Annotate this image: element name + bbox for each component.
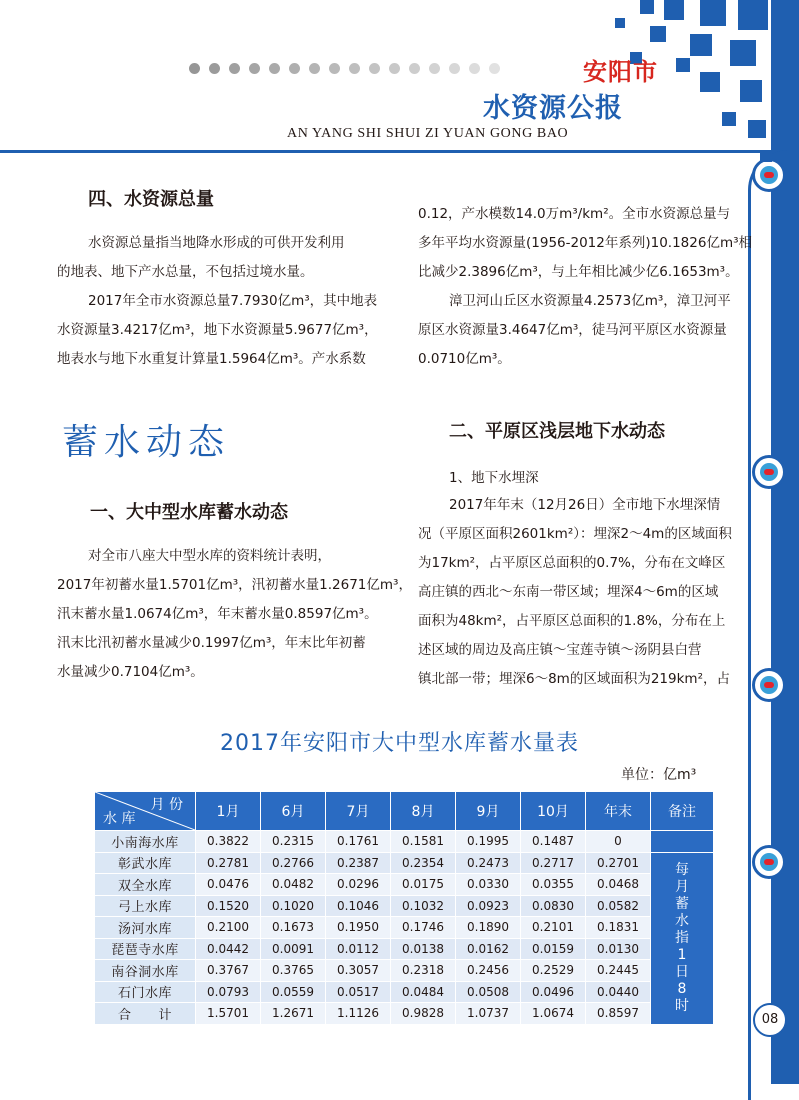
paragraph-line: 对全市八座大中型水库的资料统计表明， [88,548,331,564]
table-cell: 0.0112 [326,938,391,960]
table-cell: 0 [586,831,651,853]
table-cell: 0.0138 [391,938,456,960]
header-dot [189,63,200,74]
reservoir-name: 弓上水库 [95,895,196,917]
header-square [640,0,654,14]
table-unit: 单位：亿m³ [621,767,697,783]
table-cell: 0.2100 [196,917,261,939]
emblem-icon [752,668,786,702]
header-dot [389,63,400,74]
table-cell: 0.1020 [261,895,326,917]
paragraph-line: 述区域的周边及高庄镇～宝莲寺镇～汤阴县白营 [418,642,702,658]
table-cell: 0.1761 [326,831,391,853]
paragraph-line: 2017年全市水资源总量7.7930亿m³，其中地表 [88,293,378,309]
header-square [615,18,625,28]
table-cell: 0.0582 [586,895,651,917]
header-dot [249,63,260,74]
paragraph-line: 水资源量3.4217亿m³，地下水资源量5.9677亿m³， [57,322,378,338]
table-cell: 0.1520 [196,895,261,917]
table-row [95,938,714,960]
table-cell: 0.1032 [391,895,456,917]
paragraph-line: 为17km²，占平原区总面积的0.7%，分布在文峰区 [418,555,726,571]
reservoir-name: 小南海水库 [95,831,196,853]
header-dot [409,63,420,74]
table-row [95,1003,714,1025]
reservoir-name: 南谷洞水库 [95,960,196,982]
table-cell: 1.0674 [521,1003,586,1025]
table-cell: 0.0517 [326,981,391,1003]
column-header: 年末 [586,792,651,831]
paragraph-line: 多年平均水资源量(1956-2012年系列)10.1826亿m³相 [418,235,753,251]
table-cell: 1.5701 [196,1003,261,1025]
header-dot [489,63,500,74]
header-square [730,40,756,66]
reservoir-name: 石门水库 [95,981,196,1003]
column-header: 1月 [196,792,261,831]
table-cell: 0.2101 [521,917,586,939]
table-cell: 0.2473 [456,852,521,874]
page-number: 08 [753,1003,787,1037]
table-cell: 0.0496 [521,981,586,1003]
heading-groundwater-dynamics: 二、平原区浅层地下水动态 [449,421,665,442]
table-cell: 0.3767 [196,960,261,982]
column-header: 10月 [521,792,586,831]
table-cell: 0.0484 [391,981,456,1003]
header-dot [349,63,360,74]
header-dot [229,63,240,74]
paragraph-line: 水资源总量指当地降水形成的可供开发利用 [88,235,345,251]
remark-cell-top [651,831,714,853]
paragraph-line: 镇北部一带；埋深6～8m的区域面积为219km²，占 [418,671,730,687]
column-header: 7月 [326,792,391,831]
header-pinyin: AN YANG SHI SHUI ZI YUAN GONG BAO [287,126,569,141]
paragraph-line: 高庄镇的西北～东南一带区域；埋深4～6m的区域 [418,584,719,600]
table-cell: 0.2315 [261,831,326,853]
table-cell: 0.3057 [326,960,391,982]
emblem-icon [752,845,786,879]
header-dot [289,63,300,74]
paragraph-line: 汛末比汛初蓄水量减少0.1997亿m³，年末比年初蓄 [57,635,366,651]
table-header-row [95,792,714,831]
table-cell: 0.2387 [326,852,391,874]
table-row [95,831,714,853]
table-cell: 1.1126 [326,1003,391,1025]
remark-header: 备注 [651,792,714,831]
header-city: 安阳市 [583,57,658,86]
table-cell: 0.0559 [261,981,326,1003]
header-square [700,72,720,92]
table-corner-cell [95,792,196,831]
reservoir-name: 琵琶寺水库 [95,938,196,960]
header-dot [369,63,380,74]
header-square [748,120,766,138]
table-cell: 0.0330 [456,874,521,896]
table-cell: 0.8597 [586,1003,651,1025]
table-cell: 0.2354 [391,852,456,874]
header-square [700,0,726,26]
table-cell: 0.1046 [326,895,391,917]
emblem-icon [752,158,786,192]
reservoir-name: 合 计 [95,1003,196,1025]
reservoir-name: 汤河水库 [95,917,196,939]
table-cell: 0.0442 [196,938,261,960]
table-row [95,960,714,982]
header-square [690,34,712,56]
reservoir-name: 彰武水库 [95,852,196,874]
table-cell: 0.1890 [456,917,521,939]
header-dot [309,63,320,74]
table-title: 2017年安阳市大中型水库蓄水量表 [220,731,579,756]
table-cell: 0.0159 [521,938,586,960]
column-header: 6月 [261,792,326,831]
table-cell: 0.0175 [391,874,456,896]
remark-text: 每月蓄水指1日8时 [675,861,689,1014]
paragraph-line: 2017年初蓄水量1.5701亿m³，汛初蓄水量1.2671亿m³， [57,577,412,593]
table-cell: 0.2781 [196,852,261,874]
corner-reservoir-label: 水 库 [103,811,136,827]
table-cell: 0.0296 [326,874,391,896]
header-square [650,26,666,42]
table-row [95,895,714,917]
table-row [95,981,714,1003]
paragraph-line: 况（平原区面积2601km²）：埋深2～4m的区域面积 [418,526,732,542]
paragraph-line: 2017年年末（12月26日）全市地下水埋深情 [449,497,721,513]
table-cell: 0.0476 [196,874,261,896]
column-header: 8月 [391,792,456,831]
table-cell: 0.2529 [521,960,586,982]
table-cell: 0.2701 [586,852,651,874]
corner-month-label: 月 份 [150,797,183,813]
header-dot [449,63,460,74]
header-square [676,58,690,72]
table-cell: 0.0355 [521,874,586,896]
table-cell: 0.1746 [391,917,456,939]
table-cell: 0.9828 [391,1003,456,1025]
table-cell: 0.2766 [261,852,326,874]
right-curve-line [748,150,799,1100]
table-cell: 0.0440 [586,981,651,1003]
table-cell: 1.2671 [261,1003,326,1025]
table-cell: 0.2445 [586,960,651,982]
header-dot [269,63,280,74]
reservoir-name: 双全水库 [95,874,196,896]
paragraph-line: 0.0710亿m³。 [418,351,511,367]
paragraph-line: 0.12，产水模数14.0万m³/km²。全市水资源总量与 [418,206,731,222]
subheading-groundwater-depth: 1、地下水埋深 [449,470,539,486]
table-cell: 0.3765 [261,960,326,982]
table-cell: 0.1950 [326,917,391,939]
header-dot [429,63,440,74]
table-cell: 0.0508 [456,981,521,1003]
section-title: 蓄水动态 [62,422,231,463]
remark-cell [651,852,714,1024]
table-row [95,917,714,939]
header-square [722,112,736,126]
table-cell: 0.0130 [586,938,651,960]
header-square [740,80,762,102]
table-cell: 0.0482 [261,874,326,896]
header-square [664,0,684,20]
paragraph-line: 漳卫河山丘区水资源量4.2573亿m³，漳卫河平 [449,293,731,309]
table-cell: 0.0468 [586,874,651,896]
table-cell: 0.1581 [391,831,456,853]
table-cell: 0.0793 [196,981,261,1003]
header-dot [209,63,220,74]
table-cell: 0.0830 [521,895,586,917]
heading-water-resources-total: 四、水资源总量 [88,189,214,210]
table-cell: 0.1673 [261,917,326,939]
table-cell: 0.1487 [521,831,586,853]
emblem-icon [752,455,786,489]
table-cell: 0.3822 [196,831,261,853]
header-square [738,0,768,30]
table-cell: 0.0923 [456,895,521,917]
header-title: 水资源公报 [483,93,623,124]
paragraph-line: 原区水资源量3.4647亿m³，徒马河平原区水资源量 [418,322,727,338]
table-cell: 0.1831 [586,917,651,939]
heading-reservoir-storage: 一、大中型水库蓄水动态 [90,502,288,523]
table-row [95,852,714,874]
table-cell: 0.2717 [521,852,586,874]
table-cell: 0.2456 [456,960,521,982]
table-cell: 0.0091 [261,938,326,960]
header-dot [469,63,480,74]
paragraph-line: 汛末蓄水量1.0674亿m³，年末蓄水量0.8597亿m³。 [57,606,378,622]
header-rule [0,150,771,153]
table-cell: 1.0737 [456,1003,521,1025]
reservoir-table [94,791,714,1025]
paragraph-line: 比减少2.3896亿m³，与上年相比减少亿6.1653m³。 [418,264,739,280]
table-row [95,874,714,896]
paragraph-line: 水量减少0.7104亿m³。 [57,664,204,680]
column-header: 9月 [456,792,521,831]
header-dot [329,63,340,74]
table-cell: 0.1995 [456,831,521,853]
paragraph-line: 地表水与地下水重复计算量1.5964亿m³。产水系数 [57,351,366,367]
paragraph-line: 的地表、地下产水总量，不包括过境水量。 [57,264,314,280]
paragraph-line: 面积为48km²，占平原区总面积的1.8%，分布在上 [418,613,726,629]
table-cell: 0.0162 [456,938,521,960]
table-cell: 0.2318 [391,960,456,982]
